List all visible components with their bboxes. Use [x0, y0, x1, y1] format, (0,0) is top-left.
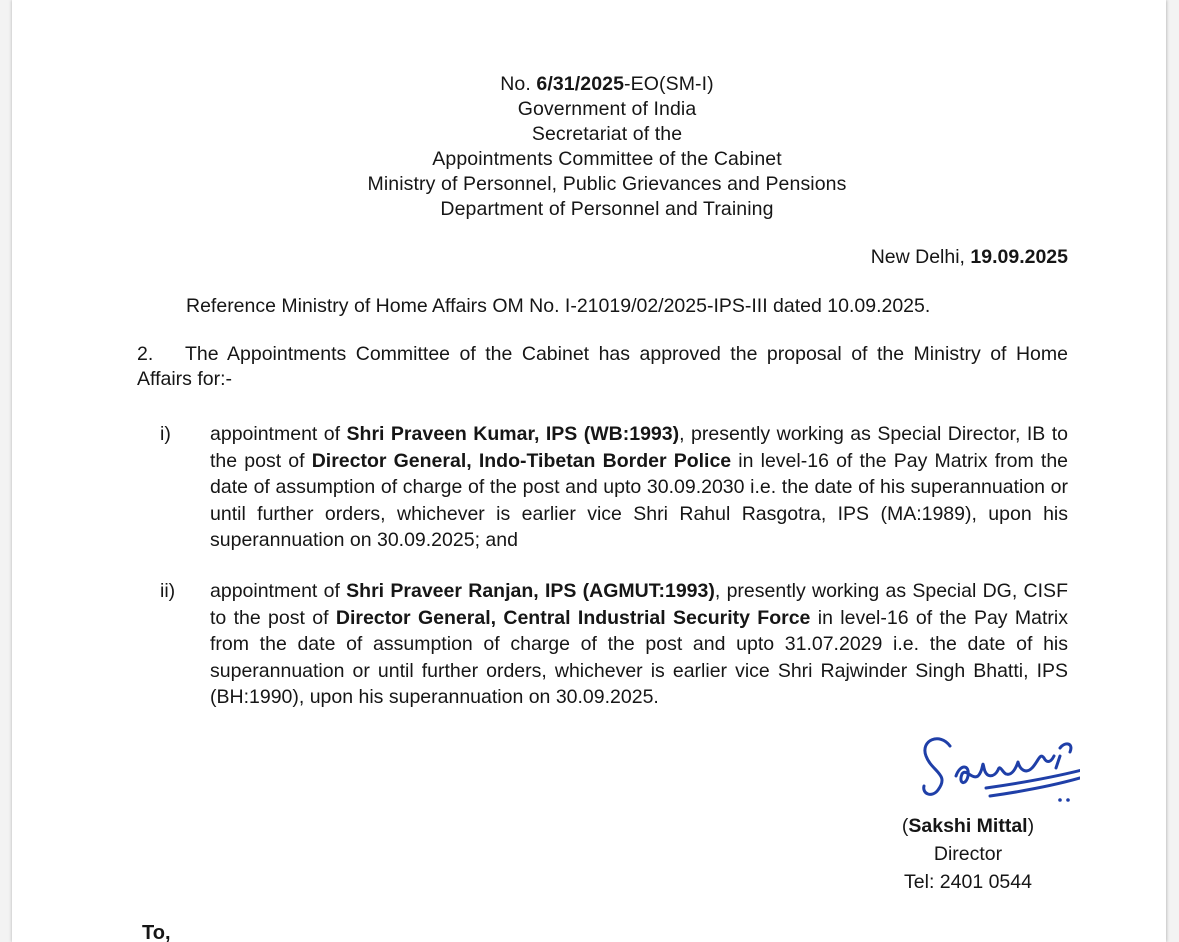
place: New Delhi, [870, 246, 971, 268]
item-body: appointment of Shri Praveen Kumar, IPS (WB:1993), presently working as Special Director, IB to the post of Director General, Indo-Tibetan Border Police in level-16 of the Pay Matrix from the date of assumption of charge of the post and upto 30.09.2030 i.e. the date of his superannuation or until further orders, whichever is earlier vice Shri Rahul Rasgotra, IPS (MA:1989), upon his superannuation on 30.09.2025; and [210, 423, 1069, 551]
order-number-bold: 6/31/2025 [536, 73, 625, 95]
ministry-line: Ministry of Personnel, Public Grievances and Pensions [367, 173, 847, 195]
item-numeral: ii) [160, 580, 176, 602]
signature-icon [910, 712, 1080, 807]
government-line: Government of India [517, 98, 697, 120]
paragraph-number: 2. [137, 343, 154, 365]
item-body: appointment of Shri Praveer Ranjan, IPS (AGMUT:1993), presently working as Special DG, CISF to the post of Director General, Central Industrial Security Force in level-16 of the Pay Matrix from the date of assumption of charge of the post and upto 31.07.2029 i.e. the date of his superannuation or until further orders, whichever is earlier vice Shri Rajwinder Singh Bhatti, IPS (BH:1990), upon his superannuation on 30.09.2025. [210, 580, 1068, 708]
signatory-designation: Director [933, 843, 1003, 865]
paragraph-2 [137, 342, 1068, 392]
appointee-name: Shri Praveer Ranjan, IPS (AGMUT:1993) [346, 580, 715, 602]
list-item [160, 421, 1068, 554]
signature-block [874, 812, 1062, 896]
issue-date: 19.09.2025 [970, 246, 1068, 268]
secretariat-line: Secretariat of the [531, 123, 683, 145]
document-header [12, 72, 1166, 222]
post-name: Director General, Indo-Tibetan Border Police [311, 449, 732, 472]
reference-line: Reference Ministry of Home Affairs OM No. I-21019/02/2025-IPS-III dated 10.09.2025. [186, 295, 931, 317]
paragraph-text: The Appointments Committee of the Cabinet has approved the proposal of the Ministry of Home Affairs for:- [137, 343, 1068, 390]
post-name: Director General, Central Industrial Security Force [335, 606, 811, 629]
signatory-phone: Tel: 2401 0544 [904, 871, 1032, 893]
list-item [160, 578, 1068, 711]
dateline [871, 246, 1068, 269]
addressee-label: To, [142, 922, 171, 942]
signatory-name: (Sakshi Mittal) [901, 815, 1035, 837]
department-line: Department of Personnel and Training [440, 198, 774, 220]
item-numeral: i) [160, 423, 171, 445]
order-number: No. 6/31/2025-EO(SM-I) [500, 73, 714, 95]
appointee-name: Shri Praveen Kumar, IPS (WB:1993) [346, 423, 680, 445]
document-page [12, 0, 1166, 942]
committee-line: Appointments Committee of the Cabinet [432, 148, 782, 170]
